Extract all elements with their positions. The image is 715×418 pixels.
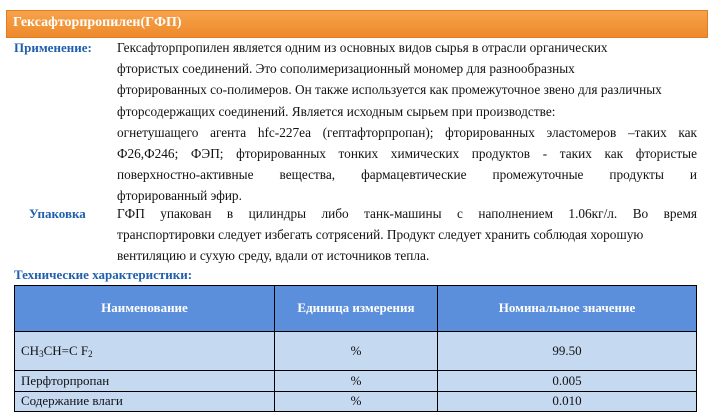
specs-table — [14, 285, 697, 412]
packaging-text — [117, 203, 697, 267]
header-value: Номинальное значение — [438, 286, 697, 332]
table-row — [15, 331, 697, 371]
application-line: Гексафторпропилен является одним из основных видов сырья в отрасли органических — [117, 40, 608, 55]
application-line: Ф26,Ф246; ФЭП; фторированных тонких химических продуктов - таких как фтористые — [117, 146, 697, 162]
application-line: поверхностно-активные вещества, фармацевтические промежуточные продукты и — [117, 167, 697, 183]
application-line: фтористых соединений. Это сополимеризационный мономер для разнообразных — [117, 61, 575, 77]
application-line: фторированный эфир. — [117, 188, 242, 204]
table-header-row — [15, 286, 697, 332]
application-text — [117, 37, 697, 207]
cell-value: 0.010 — [438, 391, 697, 411]
table-row — [15, 391, 697, 411]
application-line: фторированных со-полимеров. Он также используется как промежуточное звено для различных — [117, 82, 662, 98]
cell-unit: % — [275, 331, 438, 371]
table-row — [15, 371, 697, 391]
cell-unit: % — [275, 371, 438, 391]
application-line: огнетушащего агента hfc-227ea (гептафторпропан); фторированных эластомеров –таких как — [117, 124, 697, 140]
packaging-line: вентиляцию и сухую среду, вдали от источников тепла. — [117, 248, 430, 264]
header-unit: Единица измерения — [275, 286, 438, 332]
packaging-label: Упаковка — [29, 206, 86, 221]
title-bar — [6, 10, 708, 38]
specs-title: Технические характеристики: — [14, 267, 193, 282]
cell-name: Содержание влаги — [15, 391, 275, 411]
header-name: Наименование — [15, 286, 275, 332]
packaging-line: ГФП упакован в цилиндры либо танк-машины с наполнением 1.06кг/л. Во время — [117, 206, 697, 221]
cell-value: 99.50 — [438, 331, 697, 371]
cell-value: 0.005 — [438, 371, 697, 391]
cell-unit: % — [275, 391, 438, 411]
cell-name: Перфторпропан — [15, 371, 275, 391]
page-title: Гексафторпропилен(ГФП) — [13, 15, 182, 30]
application-label: Применение: — [14, 40, 92, 55]
packaging-line: транспортировки следует избегать сотрясений. Продукт следует хранить соблюдая хорошую — [117, 227, 644, 243]
cell-name: $CH_3CH=C$ $F_2$ — [15, 331, 275, 371]
application-line: фторсодержащих соединений. Является исходным сырьем при производстве: — [117, 103, 556, 119]
